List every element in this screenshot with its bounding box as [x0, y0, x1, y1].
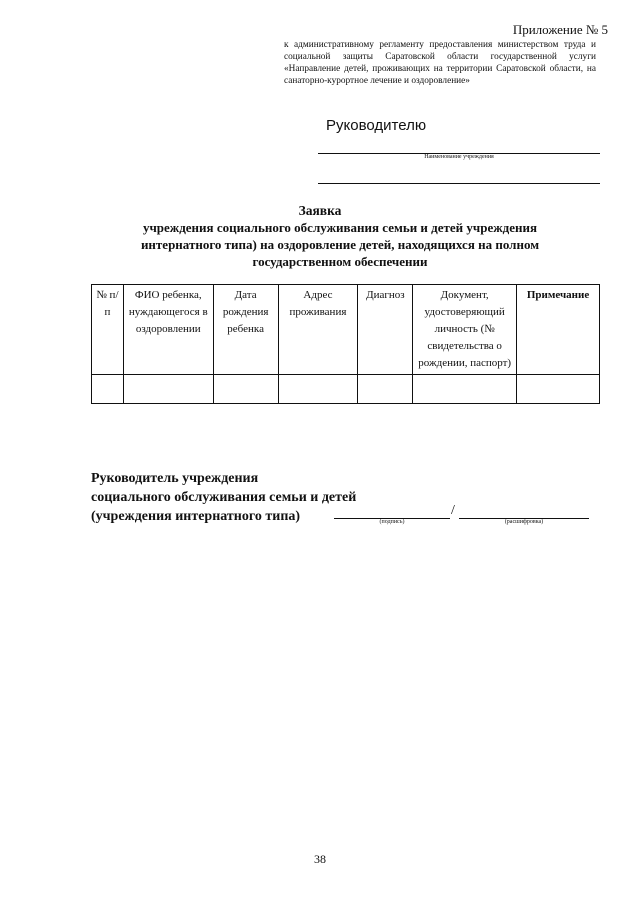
table-cell[interactable] — [517, 375, 600, 404]
table-cell[interactable] — [123, 375, 213, 404]
table-header-cell: Адрес проживания — [278, 285, 358, 375]
table-header-cell: Диагноз — [358, 285, 413, 375]
table-cell[interactable] — [413, 375, 517, 404]
table-header-cell: № п/п — [92, 285, 124, 375]
signature-separator: / — [451, 503, 455, 518]
table-cell[interactable] — [278, 375, 358, 404]
signature-caption: (подпись) — [379, 519, 405, 525]
signatory-block — [91, 469, 356, 526]
institution-name-caption: Наименование учреждения — [424, 154, 494, 160]
signatory-line-1: Руководитель учреждения — [91, 471, 259, 486]
table-cell[interactable] — [213, 375, 278, 404]
table-header-cell: ФИО ребенка, нуждающегося в оздоровлении — [123, 285, 213, 375]
table-header-cell: Дата рождения ребенка — [213, 285, 278, 375]
appendix-reference-text: к административному регламенту предоставления министерством труда и социальной защиты Саратовской области государственной услуги «Направление детей, проживающих на территории Саратовской области, на санаторно-курортное лечение и оздоровление» — [284, 40, 596, 86]
page-number: 38 — [314, 852, 326, 866]
appendix-number: Приложение № 5 — [512, 22, 608, 37]
table-cell[interactable] — [92, 375, 124, 404]
table-header-row — [92, 285, 600, 375]
addressee-label: Руководителю — [326, 117, 427, 134]
signatory-line-3: (учреждения интернатного типа) — [91, 509, 301, 524]
document-subtitle-line-1: учреждения социального обслуживания семьи и детей учреждения — [142, 220, 538, 235]
document-subtitle-line-2: интернатного типа) на оздоровление детей, находящихся на полном — [140, 237, 540, 252]
signature-decode-caption: (расшифровка) — [504, 519, 544, 525]
table-header-cell: Документ, удостоверяющий личность (№ свидетельства о рождении, паспорт) — [413, 285, 517, 375]
children-table — [91, 284, 600, 404]
table-row — [92, 375, 600, 404]
signatory-line-2: социального обслуживания семьи и детей — [91, 490, 357, 505]
table-cell[interactable] — [358, 375, 413, 404]
table-header-cell: Примечание — [517, 285, 600, 375]
document-subtitle-line-3: государственном обеспечении — [252, 254, 428, 269]
document-title: Заявка — [298, 203, 342, 218]
institution-name-line-2 — [318, 183, 600, 184]
